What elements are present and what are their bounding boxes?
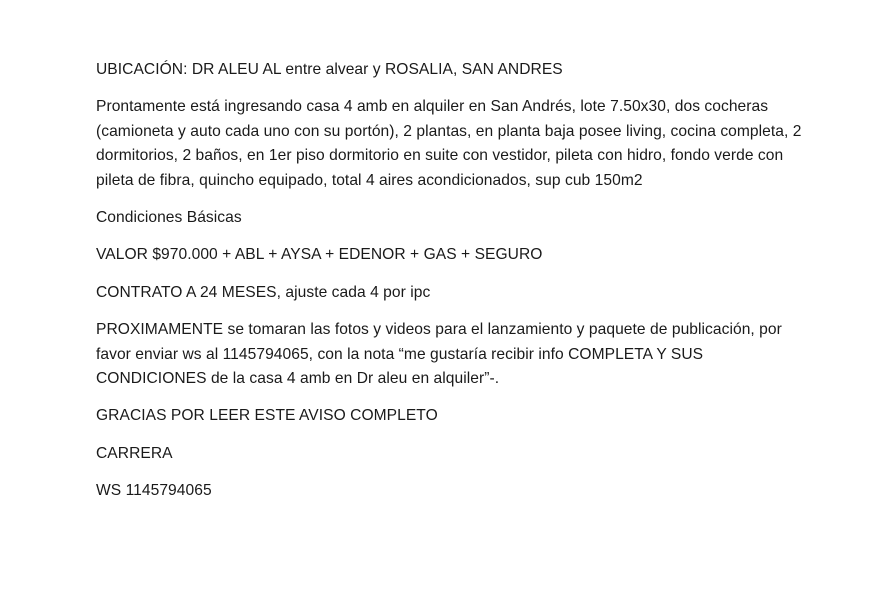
signature-line: CARRERA bbox=[96, 444, 173, 462]
contact-line: WS 1145794065 bbox=[96, 482, 212, 500]
notice-paragraph: PROXIMAMENTE se tomaran las fotos y videos para el lanzamiento y paquete de publicación, por favor enviar ws al 1145794065, con la nota “me gustaría recibir info COMPLETA Y SUS CONDICIONES de la casa 4 amb en Dr aleu en alquiler”-. bbox=[96, 321, 782, 388]
description-paragraph: Prontamente está ingresando casa 4 amb en alquiler en San Andrés, lote 7.50x30, dos cocheras (camioneta y auto cada uno con su portón), 2 plantas, en planta baja posee living, cocina completa, 2 dormitorios, 2 baños, en 1er piso dormitorio en suite con vestidor, pileta con hidro, fondo verde con pileta de fibra, quincho equipado, total 4 aires acondicionados, sup cub 150m2 bbox=[96, 98, 802, 189]
conditions-heading: Condiciones Básicas bbox=[96, 209, 242, 227]
listing-document bbox=[96, 58, 808, 517]
location-line: UBICACIÓN: DR ALEU AL entre alvear y ROSALIA, SAN ANDRES bbox=[96, 61, 563, 78]
thanks-line: GRACIAS POR LEER ESTE AVISO COMPLETO bbox=[96, 407, 438, 425]
contract-line: CONTRATO A 24 MESES, ajuste cada 4 por ipc bbox=[96, 283, 431, 301]
price-line: VALOR $970.000 + ABL + AYSA + EDENOR + GAS + SEGURO bbox=[96, 246, 543, 264]
